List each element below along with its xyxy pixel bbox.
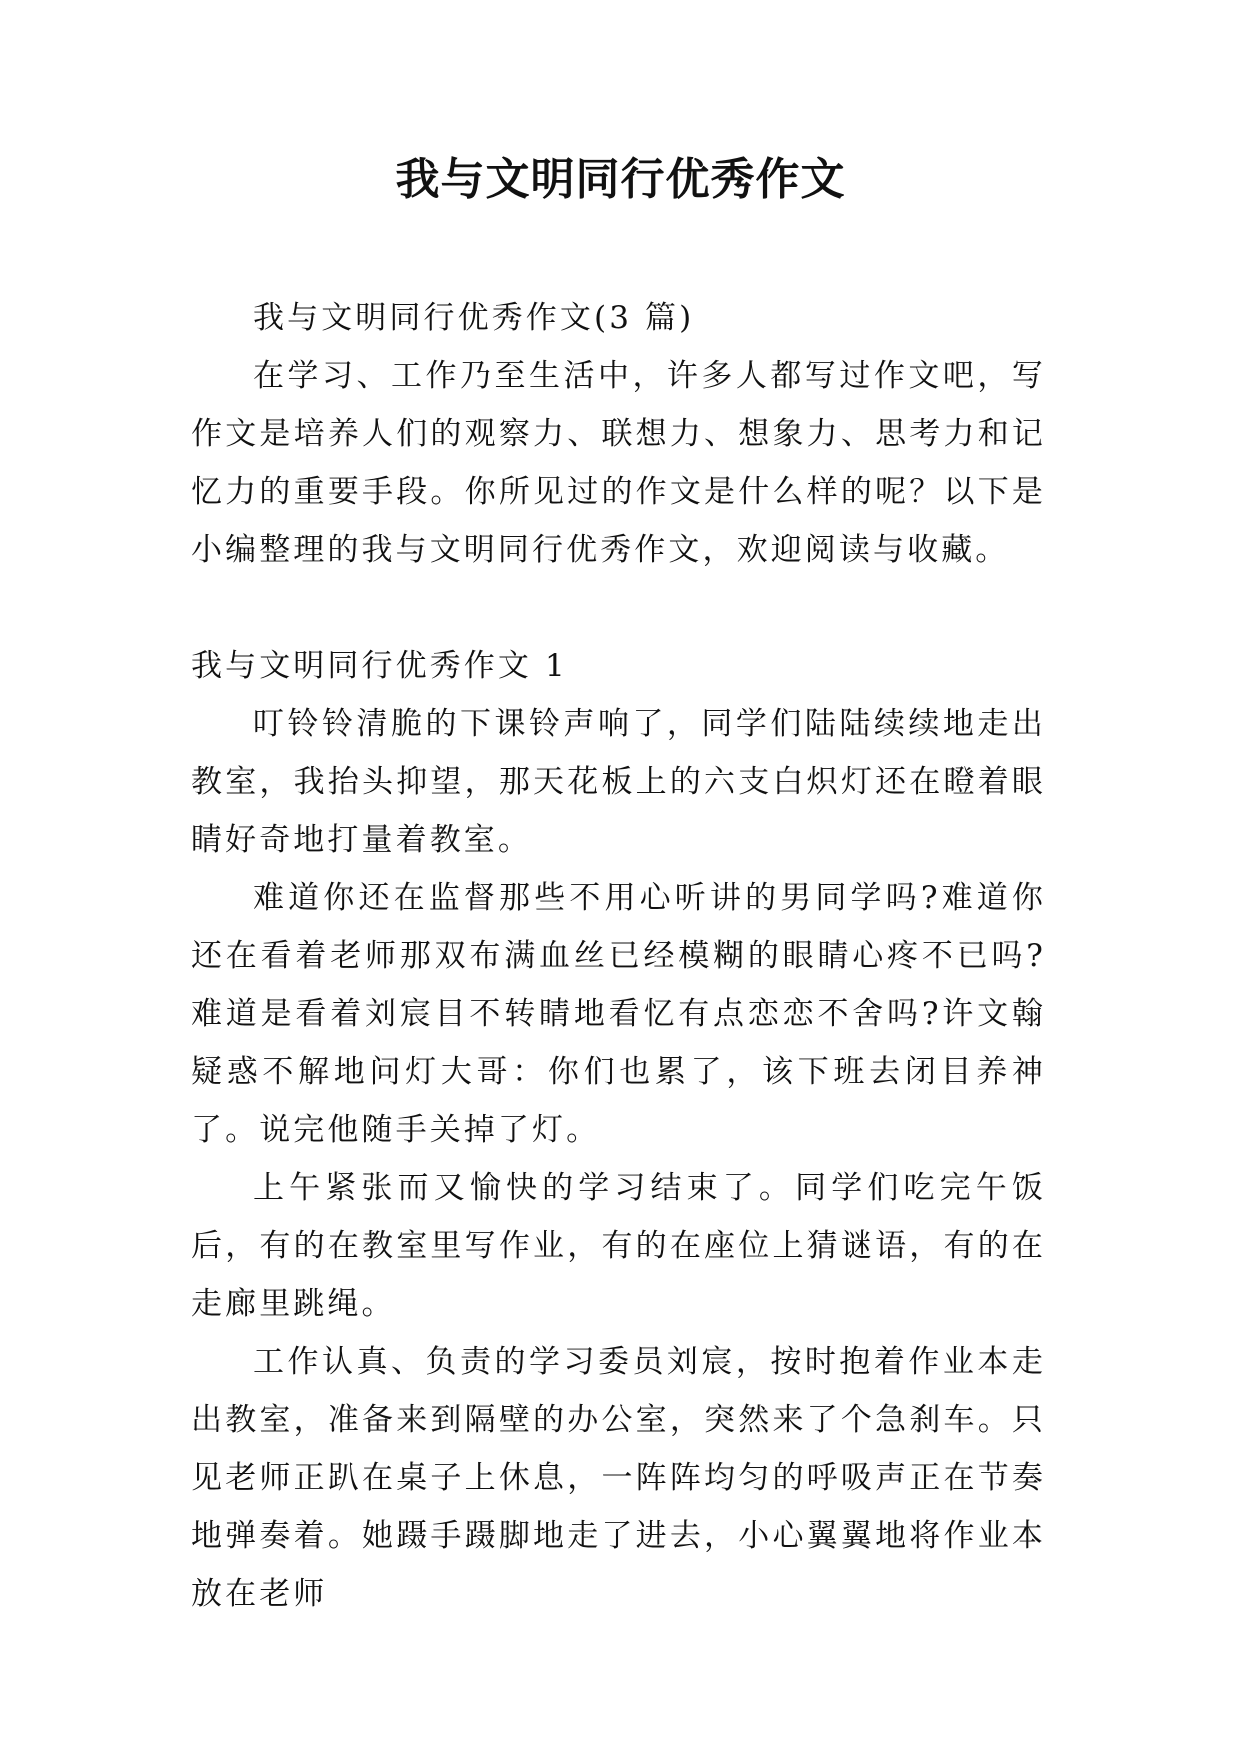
section-title: 我与文明同行优秀作文 1 xyxy=(191,648,568,684)
intro-paragraph: 在学习、工作乃至生活中，许多人都写过作文吧，写作文是培养人们的观察力、联想力、想象力、思考力和记忆力的重要手段。你所见过的作文是什么样的呢？以下是小编整理的我与文明同行优秀作文，欢迎阅读与收藏。 xyxy=(191,358,1046,568)
document-body xyxy=(191,289,1046,1623)
document-subtitle: 我与文明同行优秀作文(3 篇) xyxy=(253,300,695,336)
body-paragraph: 叮铃铃清脆的下课铃声响了，同学们陆陆续续地走出教室，我抬头抑望，那天花板上的六支白炽灯还在瞪着眼睛好奇地打量着教室。 xyxy=(191,706,1046,858)
body-paragraph: 难道你还在监督那些不用心听讲的男同学吗?难道你还在看着老师那双布满血丝已经模糊的眼睛心疼不已吗?难道是看着刘宸目不转睛地看忆有点恋恋不舍吗?许文翰疑惑不解地问灯大哥：你们也累了，该下班去闭目养神了。说完他随手关掉了灯。 xyxy=(191,880,1046,1148)
body-paragraph: 上午紧张而又愉快的学习结束了。同学们吃完午饭后，有的在教室里写作业，有的在座位上猜谜语，有的在走廊里跳绳。 xyxy=(191,1170,1046,1322)
document-title: 我与文明同行优秀作文 xyxy=(395,154,846,205)
body-paragraph: 工作认真、负责的学习委员刘宸，按时抱着作业本走出教室，准备来到隔壁的办公室，突然来了个急刹车。只见老师正趴在桌子上休息，一阵阵均匀的呼吸声正在节奏地弹奏着。她蹑手蹑脚地走了进去，小心翼翼地将作业本放在老师 xyxy=(191,1344,1046,1612)
